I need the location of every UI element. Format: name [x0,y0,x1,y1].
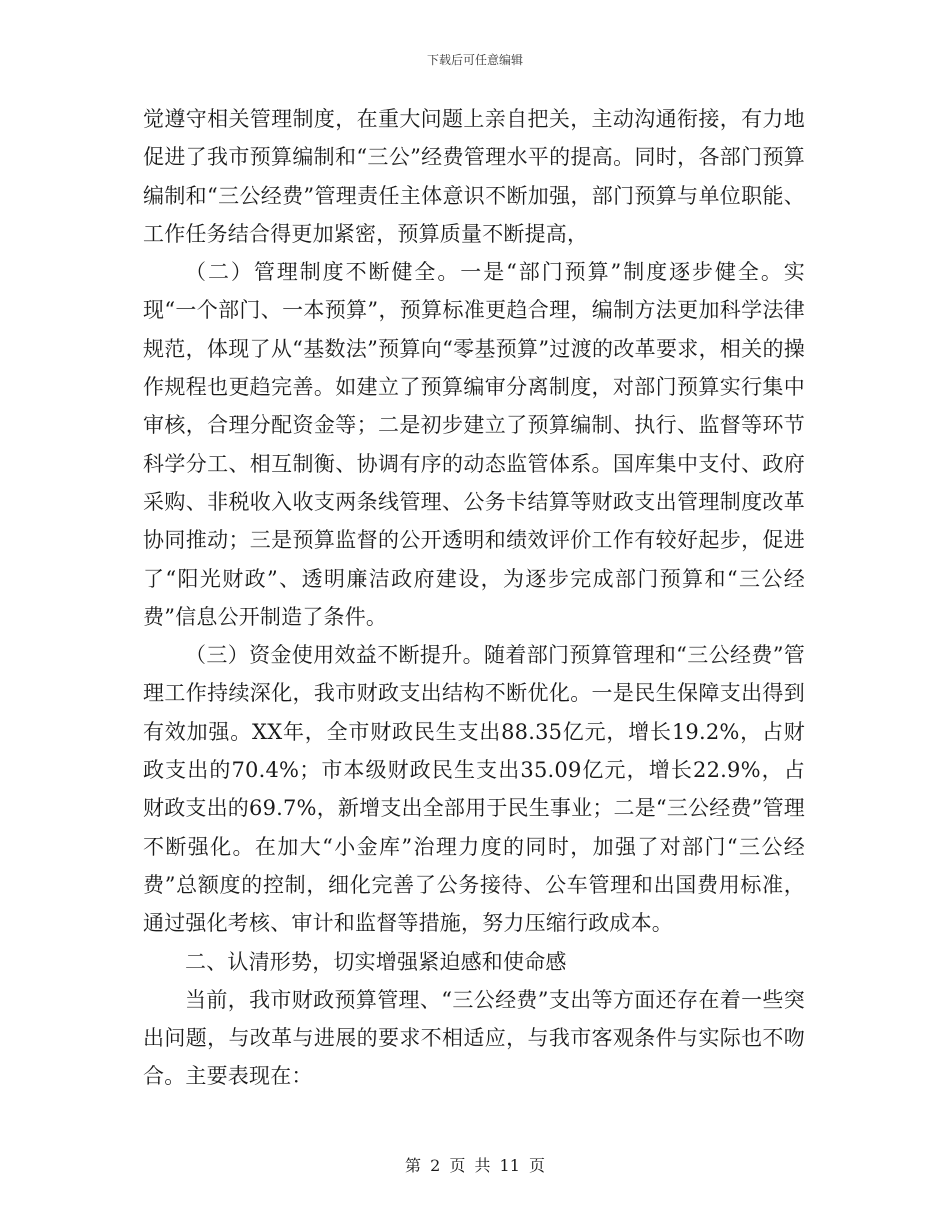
paragraph-4: 当前，我市财政预算管理、“三公经费”支出等方面还存在着一些突出问题，与改革与进展的要求不相适应，与我市客观条件与实际也不吻合。主要表现在： [143,987,805,1089]
paragraph-2: （二）管理制度不断健全。一是“部门预算”制度逐步健全。实现“一个部门、一本预算”，预算标准更趋合理，编制方法更加科学法律规范，体现了从“基数法”预算向“零基预算”过渡的改革要求，相关的操作规程也更趋完善。如建立了预算编审分离制度，对部门预算实行集中审核，合理分配资金等；二是初步建立了预算编制、执行、监督等环节科学分工、相互制衡、协调有序的动态监管体系。国库集中支付、政府采购、非税收入收支两条线管理、公务卡结算等财政支出管理制度改革协同推动；三是预算监督的公开透明和绩效评价工作有较好起步，促进了“阳光财政”、透明廉洁政府建设，为逐步完成部门预算和“三公经费”信息公开制造了条件。 [143,260,805,629]
body-text [143,100,805,1096]
page-footer: 第 2 页 共 11 页 [405,1156,545,1175]
page-header: 下载后可任意编辑 [426,53,523,67]
section-heading: 二、认清形势，切实增强紧迫感和使命感 [185,949,567,974]
paragraph-3: （三）资金使用效益不断提升。随着部门预算管理和“三公经费”管理工作持续深化，我市财政支出结构不断优化。一是民生保障支出得到有效加强。XX年，全市财政民生支出88.35亿元，增长19.2%，占财政支出的70.4%；市本级财政民生支出35.09亿元，增长22.9%，占财政支出的69.7%，新增支出全部用于民生事业；二是“三公经费”管理不断强化。在加大“小金库”治理力度的同时，加强了对部门“三公经费”总额度的控制，细化完善了公务接待、公车管理和出国费用标准，通过强化考核、审计和监督等措施，努力压缩行政成本。 [143,643,805,936]
paragraph-1: 觉遵守相关管理制度，在重大问题上亲自把关，主动沟通衔接，有力地促进了我市预算编制和“三公”经费管理水平的提高。同时，各部门预算编制和“三公经费”管理责任主体意识不断加强，部门预算与单位职能、工作任务结合得更加紧密，预算质量不断提高， [143,107,805,246]
